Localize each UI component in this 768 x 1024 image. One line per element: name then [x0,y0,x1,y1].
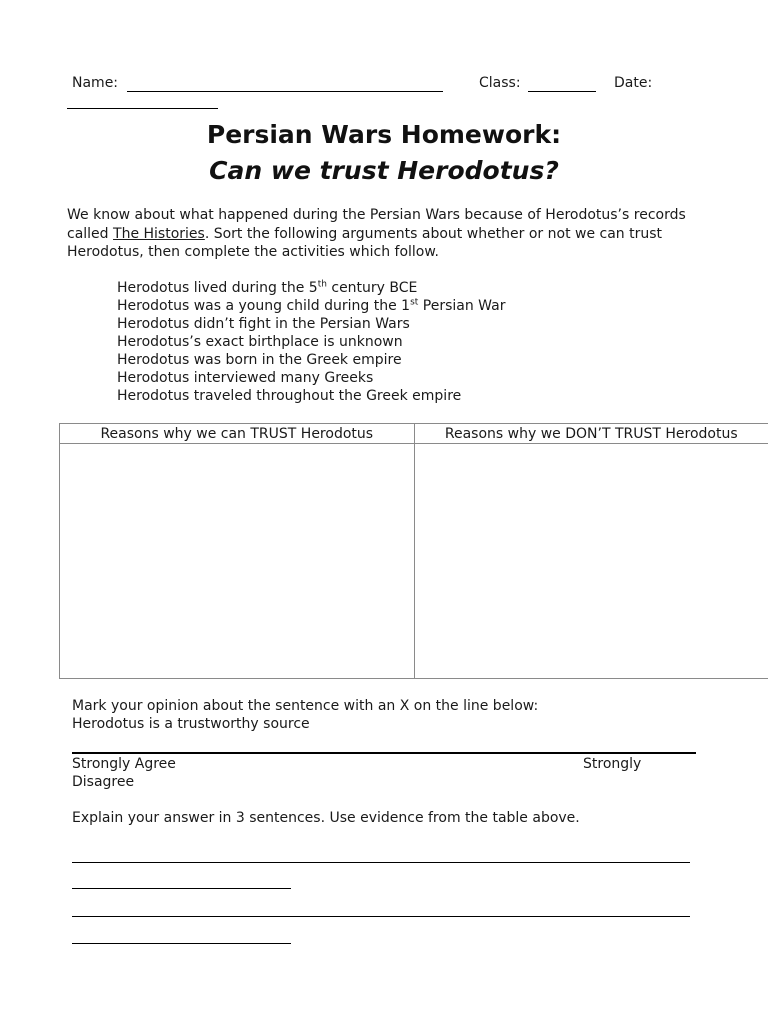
date-field[interactable] [67,108,218,109]
scale-left-label: Strongly Agree [72,756,176,772]
statement-item: Herodotus traveled throughout the Greek empire [117,388,462,404]
statement-item: Herodotus didn’t fight in the Persian Wars [117,316,410,332]
intro-text-2: . Sort the following arguments about whether or not we can trust Herodotus, then complete the activities which follow. [67,225,663,260]
explain-prompt: Explain your answer in 3 sentences. Use evidence from the table above. [72,810,580,826]
intro-paragraph [67,206,727,262]
class-label: Class: [479,75,521,91]
page-subtitle: Can we trust Herodotus? [209,156,559,185]
book-title: The Histories [113,225,205,242]
opinion-scale-line[interactable] [72,752,696,754]
answer-line[interactable] [72,943,291,944]
scale-right-label: Strongly [583,756,642,772]
statement-item: Herodotus’s exact birthplace is unknown [117,334,403,350]
distrust-reasons-cell[interactable] [414,444,768,679]
statement-item: Herodotus was a young child during the 1st Persian War [117,297,506,314]
statement-item: Herodotus interviewed many Greeks [117,370,374,386]
statement-item: Herodotus was born in the Greek empire [117,352,402,368]
opinion-sentence: Herodotus is a trustworthy source [72,716,310,732]
statement-item: Herodotus lived during the 5th century BCE [117,279,418,296]
opinion-instruction: Mark your opinion about the sentence with an X on the line below: [72,698,539,714]
trust-reasons-cell[interactable] [60,444,415,679]
answer-line[interactable] [72,888,291,889]
sorting-table [59,423,768,679]
page-title: Persian Wars Homework: [206,120,562,149]
trust-column-header: Reasons why we can TRUST Herodotus [60,424,415,444]
class-field[interactable] [528,91,596,92]
answer-line[interactable] [72,862,690,863]
name-field[interactable] [127,91,443,92]
scale-right-label-continued: Disagree [72,774,135,790]
intro-text-1: We know about what happened during the Persian Wars because of Herodotus’s records called [67,207,686,242]
name-label: Name: [72,75,119,91]
distrust-column-header: Reasons why we DON’T TRUST Herodotus [414,424,768,444]
answer-line[interactable] [72,916,690,917]
date-label: Date: [614,75,653,91]
